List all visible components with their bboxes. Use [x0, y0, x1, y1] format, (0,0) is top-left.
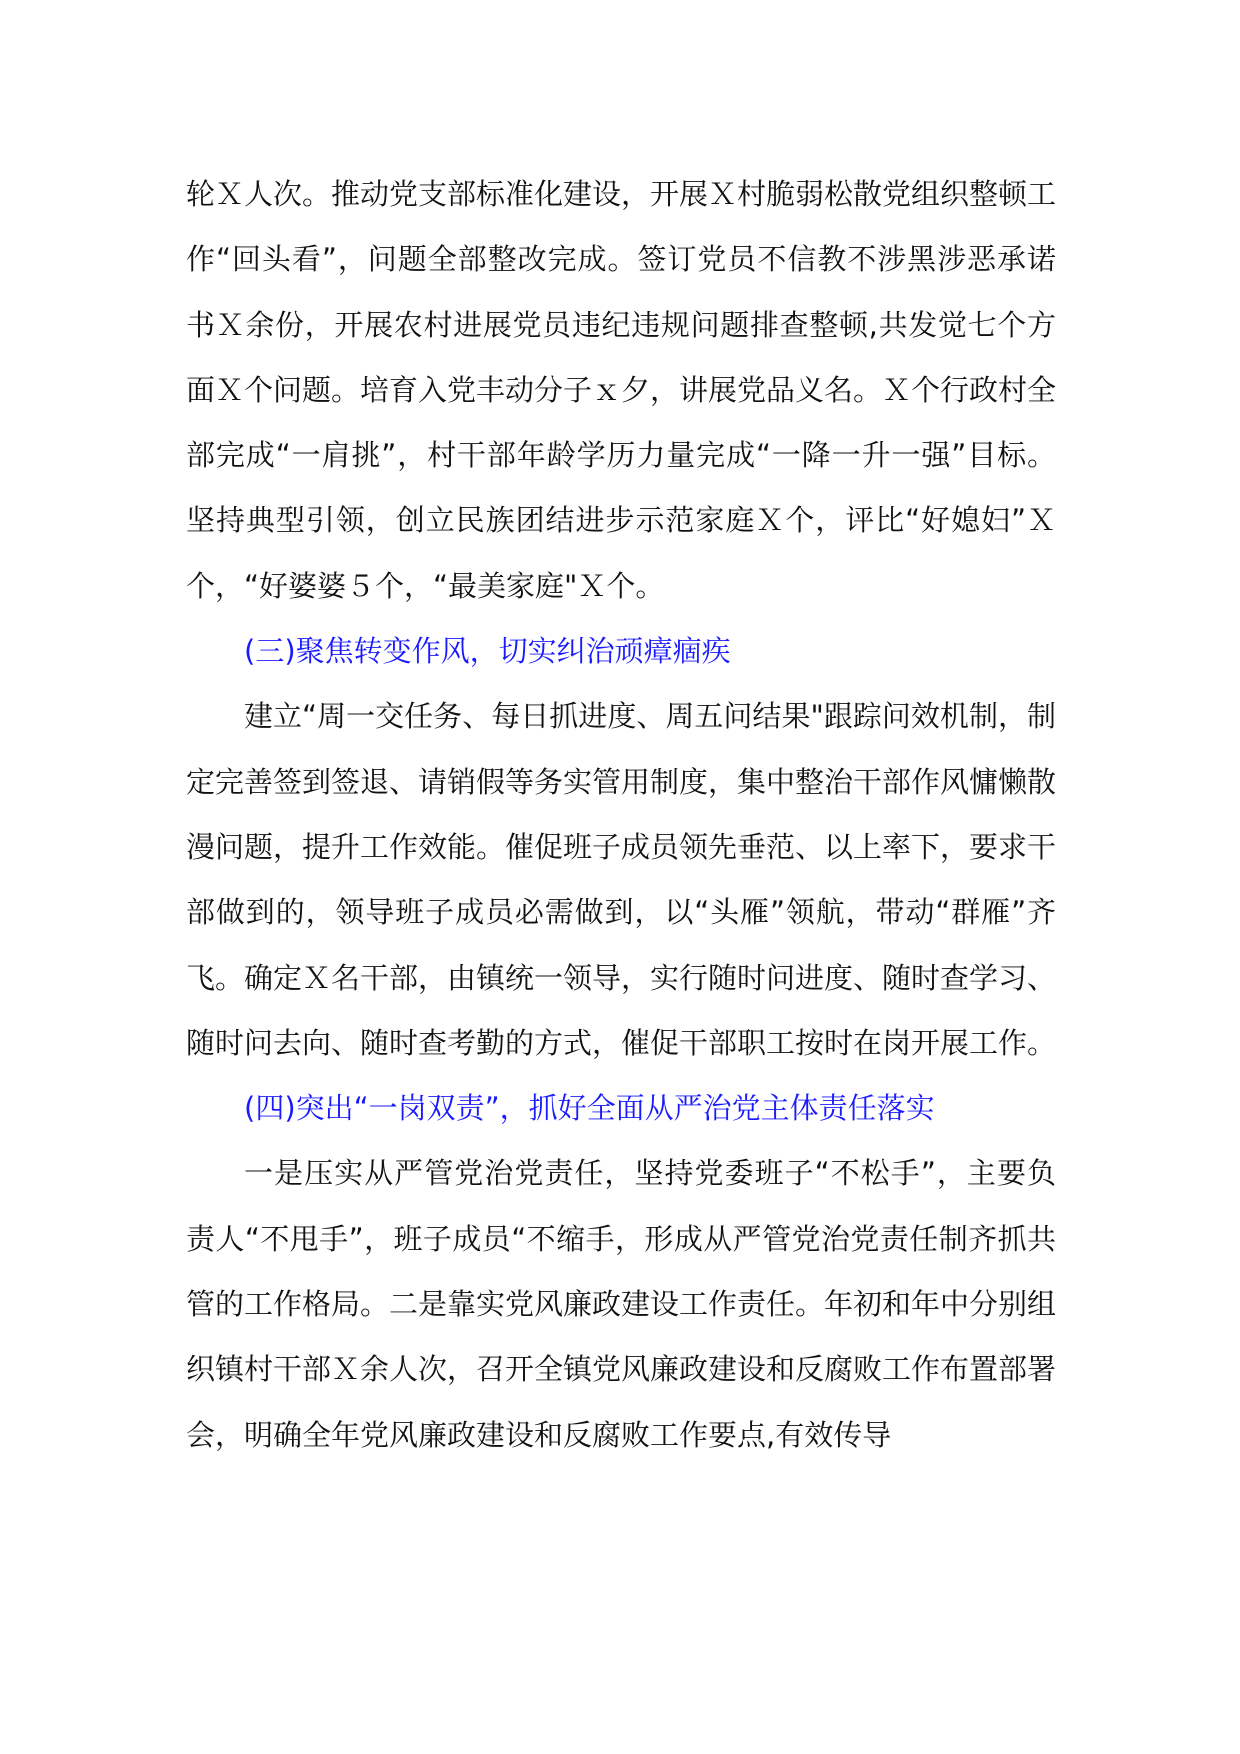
document-body	[186, 162, 1056, 1468]
section-heading-4: (四)突出“一岗双责”，抓好全面从严治党主体责任落实	[244, 1091, 935, 1126]
paragraph-continued: 轮Ｘ人次。推动党支部标准化建设，开展Ｘ村脆弱松散党组织整顿工作“回头看”，问题全部整改完成。签订党员不信教不涉黑涉恶承诺书Ｘ余份，开展农村进展党员违纪违规问题排查整顿,共发觉七个方面Ｘ个问题。培育入党丰动分子ｘ夕，讲展党品义名。Ｘ个行政村全部完成“一肩挑”，村干部年龄学历力量完成“一降一升一强”目标。坚持典型引领，创立民族团结进步示范家庭Ｘ个，评比“好媳妇”Ｘ个，“好婆婆５个，“最美家庭"Ｘ个。	[186, 177, 1057, 603]
paragraph-responsibility: 一是压实从严管党治党责任，坚持党委班子“不松手”，主要负责人“不甩手”，班子成员“不缩手，形成从严管党治党责任制齐抓共管的工作格局。二是靠实党风廉政建设工作责任。年初和年中分别组织镇村干部Ｘ余人次，召开全镇党风廉政建设和反腐败工作布置部署会，明确全年党风廉政建设和反腐败工作要点,有效传导	[186, 1156, 1057, 1452]
paragraph-work-style: 建立“周一交任务、每日抓进度、周五问结果"跟踪问效机制，制定完善签到签退、请销假等务实管用制度，集中整治干部作风慵懒散漫问题，提升工作效能。催促班子成员领先垂范、以上率下，要求干部做到的，领导班子成员必需做到，以“头雁”领航，带动“群雁”齐飞。确定Ｘ名干部，由镇统一领导，实行随时问进度、随时查学习、随时问去向、随时查考勤的方式，催促干部职工按时在岗开展工作。	[186, 699, 1057, 1060]
section-heading-3: (三)聚焦转变作风，切实纠治顽瘴痼疾	[244, 634, 731, 669]
